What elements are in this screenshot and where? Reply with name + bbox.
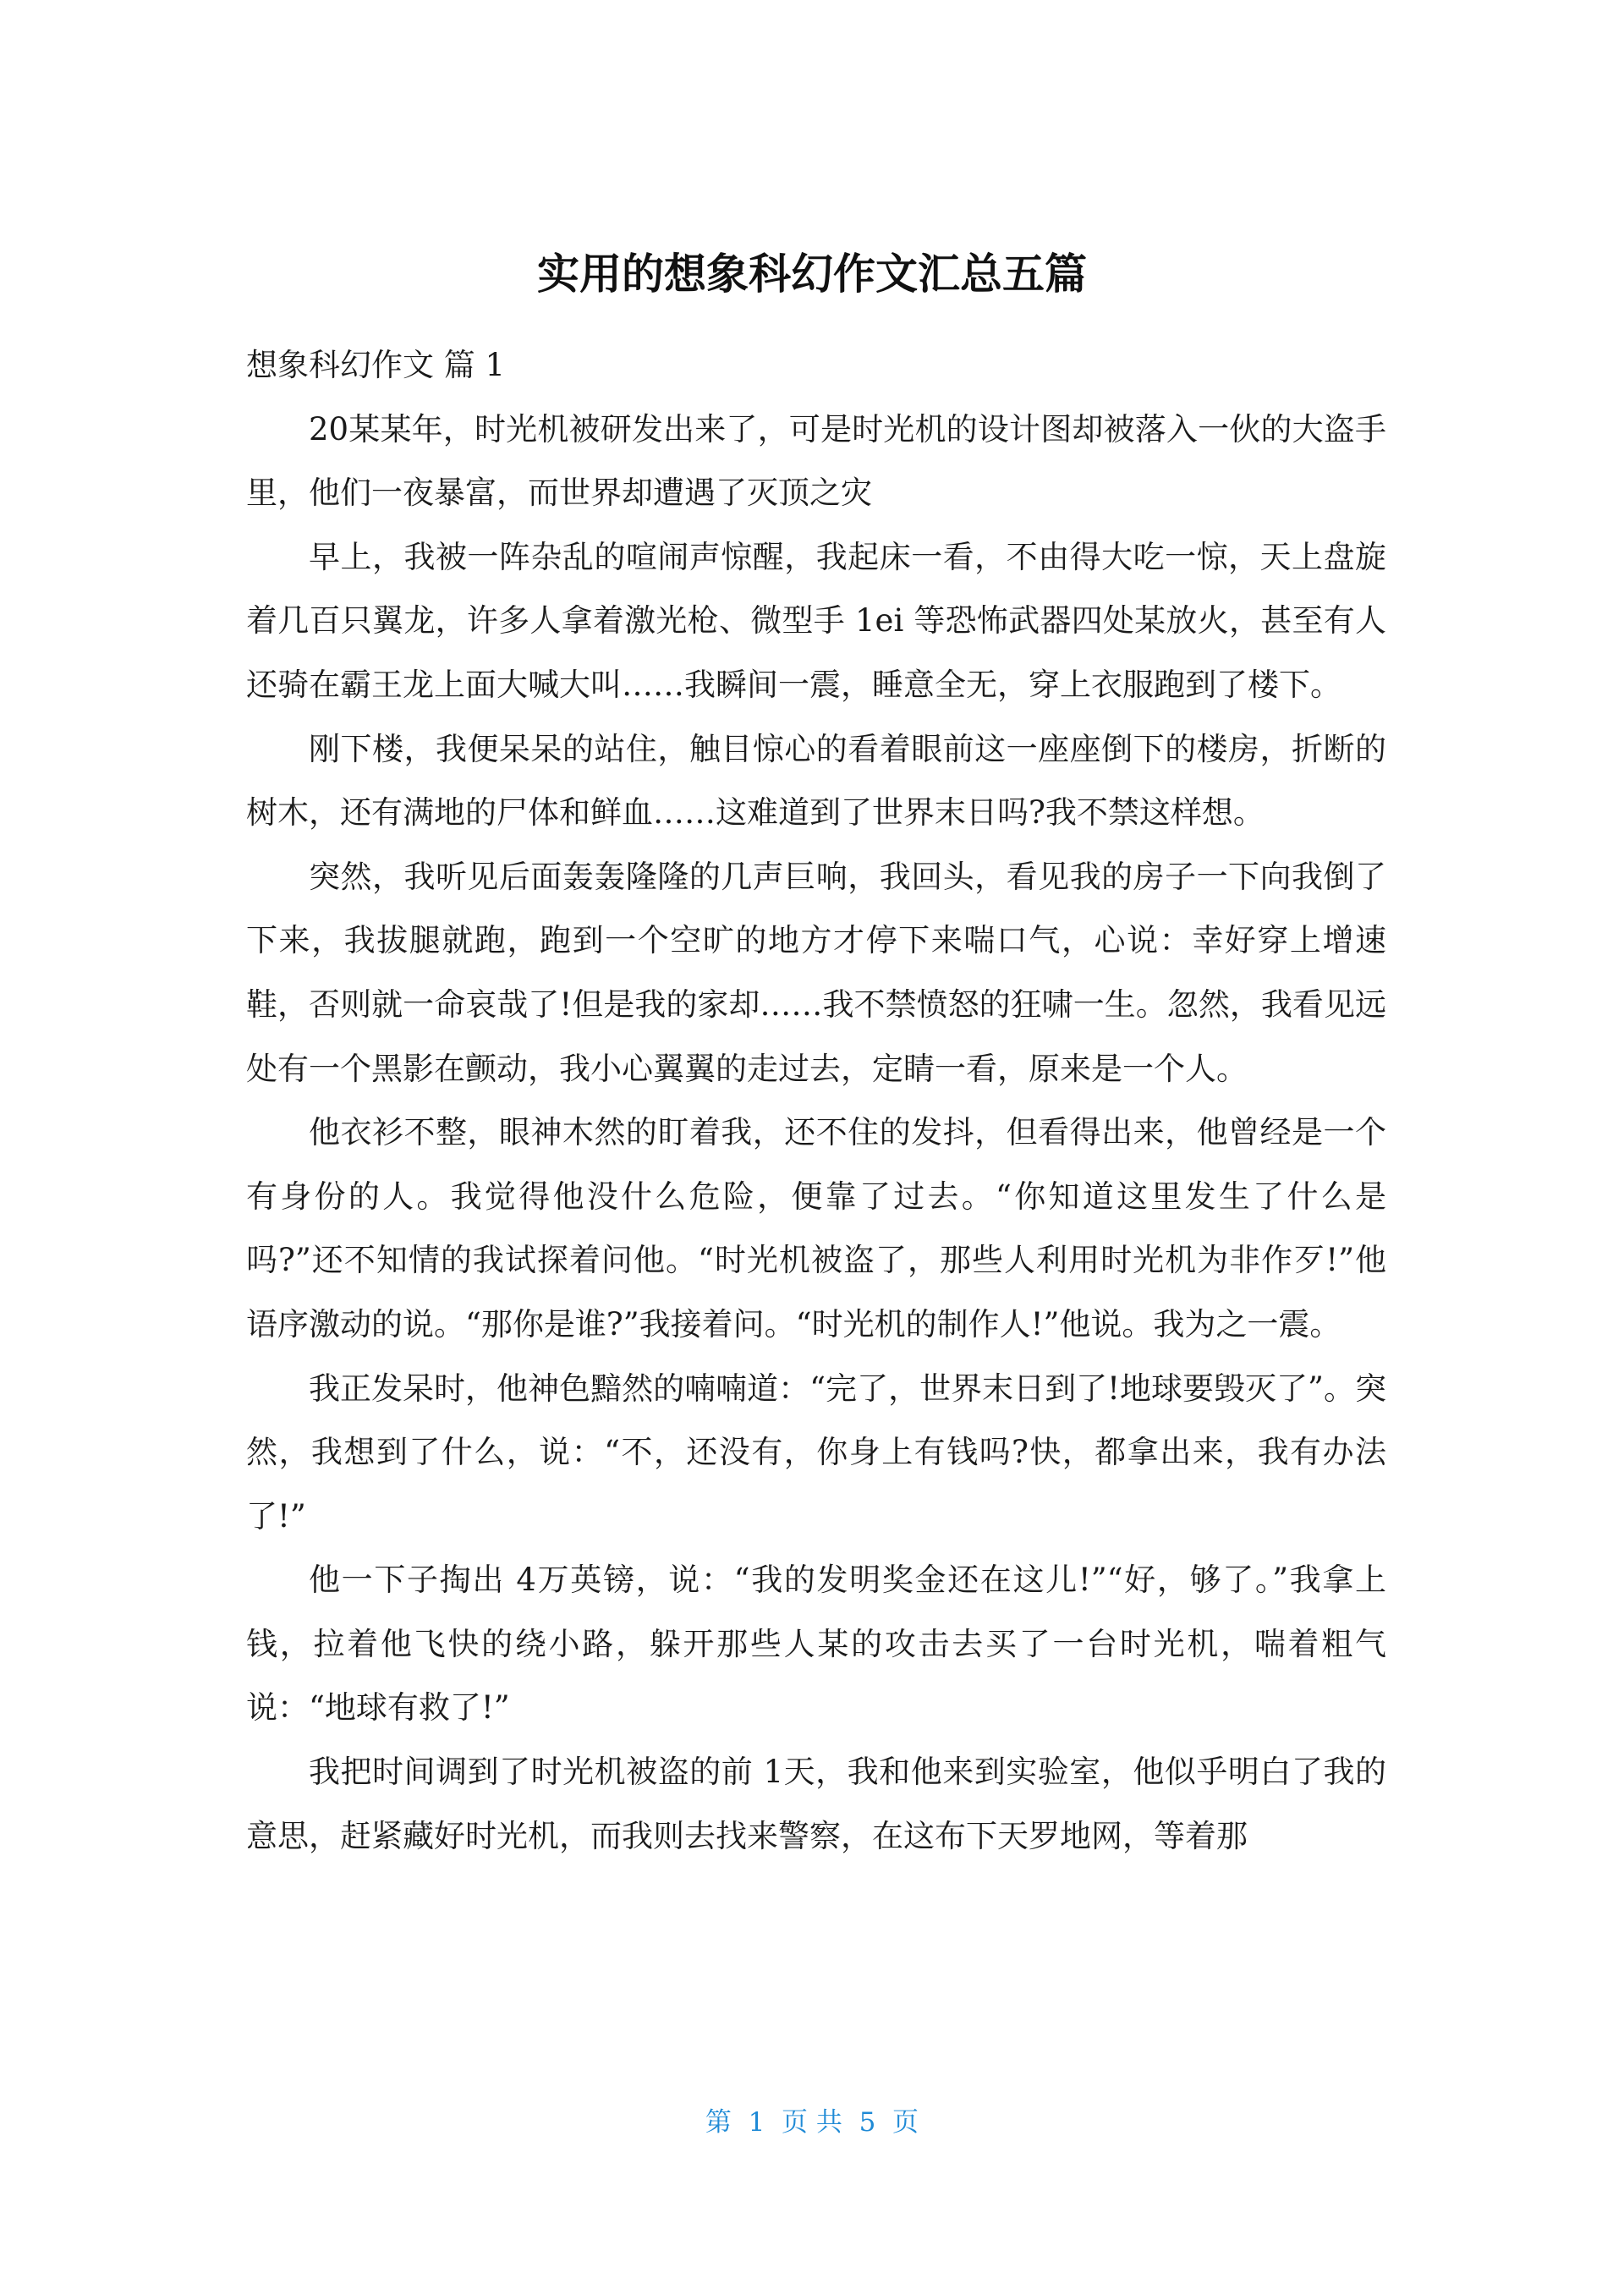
paragraph: 我把时间调到了时光机被盗的前 1天，我和他来到实验室，他似乎明白了我的意思，赶紧藏好时光机，而我则去找来警察，在这布下天罗地网，等着那 [246, 1754, 1386, 1854]
paragraph: 我正发呆时，他神色黯然的喃喃道：“完了，世界末日到了!地球要毁灭了”。突然，我想到了什么，说：“不，还没有，你身上有钱吗?快，都拿出来，我有办法了!” [246, 1370, 1386, 1535]
document-body [246, 333, 1386, 1868]
paragraph: 刚下楼，我便呆呆的站住，触目惊心的看着眼前这一座座倒下的楼房，折断的树木，还有满地的尸体和鲜血……这难道到了世界末日吗?我不禁这样想。 [246, 730, 1386, 832]
paragraph: 他一下子掏出 4万英镑，说：“我的发明奖金还在这儿!”“好，够了。”我拿上钱，拉着他飞快的绕小路，躲开那些人某的攻击去买了一台时光机，喘着粗气说：“地球有救了!” [246, 1562, 1386, 1727]
section-heading: 想象科幻作文 篇 1 [246, 347, 506, 383]
page-footer: 第 1 页 共 5 页 [705, 2107, 919, 2138]
paragraph: 20某某年，时光机被研发出来了，可是时光机的设计图却被落入一伙的大盗手里，他们一夜暴富，而世界却遭遇了灭顶之灾 [246, 410, 1386, 512]
paragraph: 早上，我被一阵杂乱的喧闹声惊醒，我起床一看，不由得大吃一惊，天上盘旋着几百只翼龙，许多人拿着激光枪、微型手 1ei 等恐怖武器四处某放火，甚至有人还骑在霸王龙上面大喊大叫……我瞬间一震，睡意全无，穿上衣服跑到了楼下。 [246, 538, 1386, 703]
document-title: 实用的想象科幻作文汇总五篇 [537, 250, 1087, 299]
paragraph: 他衣衫不整，眼神木然的盯着我，还不住的发抖，但看得出来，他曾经是一个有身份的人。我觉得他没什么危险，便靠了过去。“你知道这里发生了什么是吗?”还不知情的我试探着问他。“时光机被盗了，那些人利用时光机为非作歹!”他语序激动的说。“那你是谁?”我接着问。“时光机的制作人!”他说。我为之一震。 [246, 1114, 1386, 1342]
paragraph: 突然，我听见后面轰轰隆隆的几声巨响，我回头，看见我的房子一下向我倒了下来，我拔腿就跑，跑到一个空旷的地方才停下来喘口气，心说：幸好穿上增速鞋，否则就一命哀哉了!但是我的家却……我不禁愤怒的狂啸一生。忽然，我看见远处有一个黑影在颤动，我小心翼翼的走过去，定睛一看，原来是一个人。 [246, 858, 1386, 1087]
